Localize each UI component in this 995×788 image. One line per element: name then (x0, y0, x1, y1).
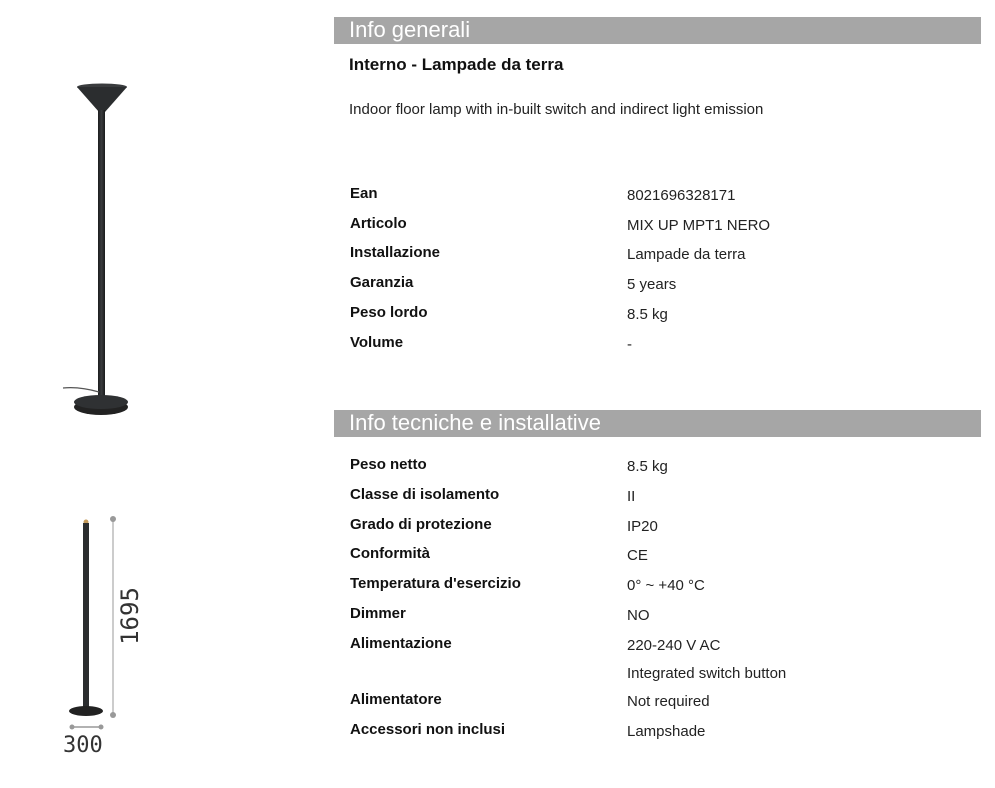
spec-row (350, 516, 970, 540)
spec-value: 8.5 kg (627, 458, 668, 475)
spec-value: Integrated switch button (627, 665, 787, 682)
product-category: Interno - Lampade da terra (349, 55, 564, 74)
spec-row (350, 456, 970, 480)
spec-value: Not required (627, 693, 710, 710)
width-dimension-label: 300 (63, 733, 103, 758)
product-description: Indoor floor lamp with in-built switch and indirect light emission (349, 101, 764, 118)
spec-value: CE (627, 547, 648, 564)
spec-value: 220-240 V AC (627, 637, 721, 654)
spec-value: 8021696328171 (627, 187, 736, 204)
spec-row (350, 215, 970, 239)
spec-label: Grado di protezione (350, 516, 492, 533)
spec-row (350, 663, 970, 687)
technical-info-header (334, 410, 981, 437)
height-dimension-label: 1695 (116, 587, 144, 645)
spec-row (350, 691, 970, 715)
spec-label: Conformità (350, 545, 430, 562)
spec-row (350, 635, 970, 659)
spec-row (350, 304, 970, 328)
spec-row (350, 721, 970, 745)
spec-row (350, 575, 970, 599)
spec-label: Peso netto (350, 456, 427, 473)
spec-label: Volume (350, 334, 404, 351)
spec-label: Installazione (350, 244, 441, 261)
spec-value: 0° ~ +40 °C (627, 577, 705, 594)
product-photo (55, 80, 145, 420)
spec-label: Peso lordo (350, 304, 428, 321)
spec-value: Lampade da terra (627, 246, 746, 263)
spec-value: IP20 (627, 518, 658, 535)
general-info-header (334, 17, 981, 44)
spec-label: Accessori non inclusi (350, 721, 506, 738)
spec-value: Lampshade (627, 723, 706, 740)
spec-label: Classe di isolamento (350, 486, 500, 503)
spec-value: MIX UP MPT1 NERO (627, 217, 771, 234)
spec-label: Articolo (350, 215, 407, 232)
spec-row (350, 274, 970, 298)
spec-value: II (627, 488, 636, 505)
spec-row (350, 244, 970, 268)
spec-label: Temperatura d'esercizio (350, 575, 521, 592)
spec-label: Ean (350, 185, 378, 202)
technical-info-title: Info tecniche e installative (349, 410, 601, 435)
spec-row (350, 545, 970, 569)
spec-row (350, 334, 970, 358)
spec-label: Garanzia (350, 274, 414, 291)
spec-value: 8.5 kg (627, 306, 668, 323)
spec-value: - (627, 336, 632, 353)
spec-row (350, 486, 970, 510)
general-info-title: Info generali (349, 17, 471, 42)
spec-label: Dimmer (350, 605, 406, 622)
spec-row (350, 605, 970, 629)
spec-row (350, 185, 970, 209)
spec-value: NO (627, 607, 650, 624)
spec-value: 5 years (627, 276, 677, 293)
spec-label: Alimentazione (350, 635, 452, 652)
spec-label: Alimentatore (350, 691, 442, 708)
